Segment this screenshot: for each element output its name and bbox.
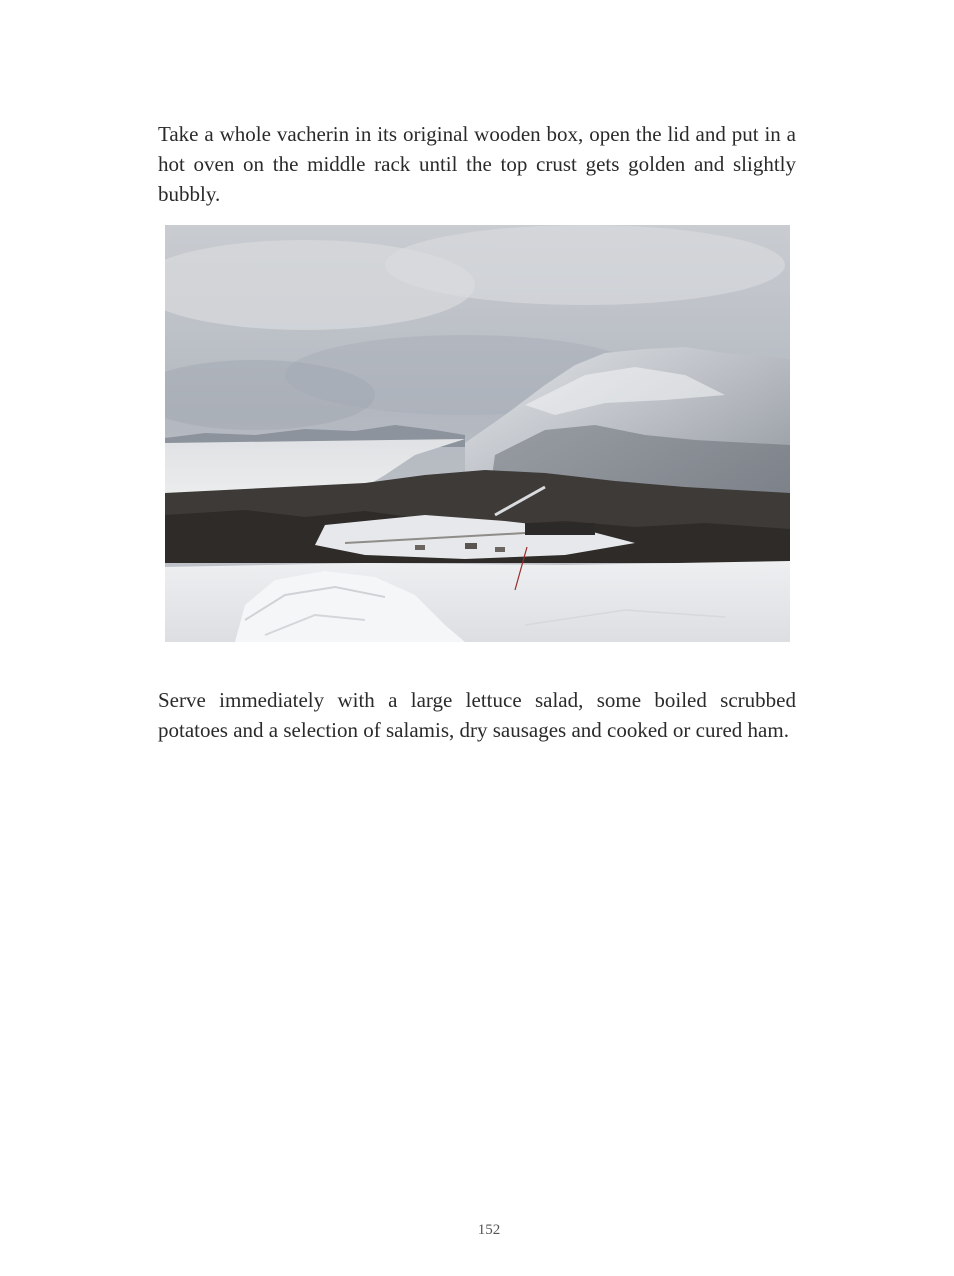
page-number: 152: [477, 1222, 501, 1238]
body-paragraph-serving: Serve immediately with a large lettuce salad, some boiled scrubbed potatoes and a selection of salamis, dry sausages and cooked or cured ham.: [158, 688, 796, 742]
body-paragraph-intro: Take a whole vacherin in its original wooden box, open the lid and put in a hot oven on the middle rack until the top crust gets golden and slightly bubbly.: [158, 122, 796, 206]
snowy-mountain-valley-photo: [165, 225, 790, 642]
